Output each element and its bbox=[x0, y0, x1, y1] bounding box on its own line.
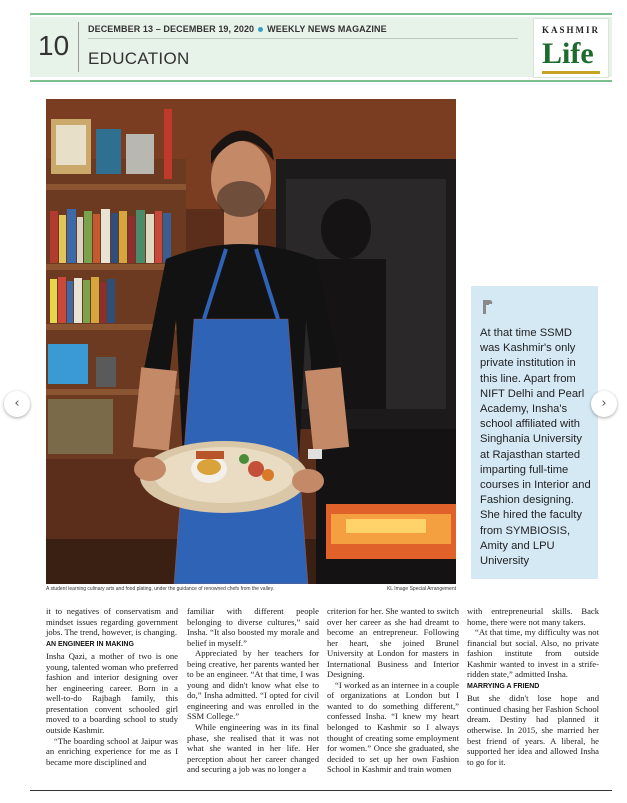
logo-main-text: Life bbox=[542, 37, 594, 70]
paragraph: “I worked as an internee in a couple of organizations at London but I wanted to do something different,” confessed Insha. “I knew my heart belonged to Kashmir so I always thought of creating some employment for women.” Once she graduated, she decided to set up her own Fashion School in Kashmir and train women bbox=[327, 679, 459, 775]
issue-dates: DECEMBER 13 – DECEMBER 19, 2020 bbox=[88, 24, 255, 34]
paragraph: with entrepreneurial skills. Back home, there were not many takers. bbox=[467, 606, 599, 627]
photo-caption bbox=[46, 586, 456, 592]
subheading-engineer: AN ENGINEER IN MAKING bbox=[46, 640, 134, 648]
paragraph: criterion for her. She wanted to switch over her career as she had dreamt to become an entrepreneur. Following her heart, she joined Brunel University at London for masters in International Business and Interior Designing. bbox=[327, 606, 459, 680]
paragraph: Insha Qazi, a mother of two is one young, talented woman who preferred fashion and interior designing over her engineering career. Born in a well-to-do Rajbagh family, this presentation convent schooled girl moved to a boarding school to study outside Kashmir. bbox=[46, 651, 178, 736]
article-column-1 bbox=[46, 606, 178, 767]
header-inner-rule bbox=[88, 38, 518, 39]
publication-type: WEEKLY NEWS MAGAZINE bbox=[267, 24, 387, 34]
quote-mark-icon bbox=[480, 298, 494, 321]
carousel-prev-button[interactable] bbox=[4, 391, 30, 417]
article-photo bbox=[46, 99, 456, 584]
header-bottom-rule bbox=[30, 80, 612, 82]
paragraph: it to negatives of conservatism and mindset issues regarding government jobs. The trend, however, is changing. bbox=[46, 606, 178, 638]
article-column-2 bbox=[187, 606, 319, 775]
paragraph: While engineering was in its final phase, she realised that it was not what she wanted in her life. Her perception about her career changed and securing a job was no longer a bbox=[187, 722, 319, 775]
header-top-rule bbox=[30, 13, 612, 15]
paragraph: familiar with different people belonging to diverse cultures,” said Insha. “It also boosted my morale and belief in myself.” bbox=[187, 606, 319, 648]
carousel-next-button[interactable] bbox=[591, 391, 617, 417]
header-divider bbox=[78, 22, 79, 72]
article-column-4 bbox=[467, 606, 599, 767]
footer-rule bbox=[30, 790, 612, 791]
chevron-right-icon: › bbox=[601, 396, 607, 411]
subheading-marrying: MARRYING A FRIEND bbox=[467, 682, 540, 690]
caption-text: A student learning culinary arts and food plating, under the guidance of renowned chefs from the valley. bbox=[46, 586, 275, 592]
section-title: EDUCATION bbox=[88, 49, 190, 68]
paragraph: Appreciated by her teachers for being creative, her parents wanted her to be an engineer. “At that time, I was young and didn't know what else to do,” Insha admitted. “I opted for civil engineering and was enrolled in the SSM College.” bbox=[187, 648, 319, 722]
issue-dates-line bbox=[88, 24, 387, 34]
logo-underline bbox=[542, 71, 600, 74]
dot-separator bbox=[258, 27, 263, 32]
chef-photo-illustration bbox=[46, 99, 456, 584]
article-column-3 bbox=[327, 606, 459, 775]
pull-quote-text: At that time SSMD was Kashmir's only private institution in this line. Apart from NIFT Delhi and Pearl Academy, Insha's school affiliated with Singhania University at Rajasthan started imparting full-time courses in Interior and Fashion designing. She hired the faculty from SYMBIOSIS, Amity and LPU University bbox=[480, 327, 591, 568]
chevron-left-icon: ‹ bbox=[14, 396, 20, 411]
paragraph: “The boarding school at Jaipur was an enriching experience for me as I became more disciplined and bbox=[46, 735, 178, 767]
paragraph: “At that time, my difficulty was not financial but social. Also, no private fashion institute from outside Kashmir wanted to invest in a strife-ridden state,” admitted Insha. bbox=[467, 627, 599, 680]
kashmir-life-logo bbox=[533, 18, 609, 78]
photo-credit: KL Image Special Arrangement bbox=[386, 586, 456, 592]
page-number: 10 bbox=[38, 30, 70, 61]
paragraph: But she didn't lose hope and continued chasing her Fashion School dream. Destiny had planned it otherwise. In 2015, she married her best friend of years. A liberal, he supported her idea and allowed Insha to go for it. bbox=[467, 693, 599, 767]
logo-top-text: KASHMIR bbox=[541, 25, 600, 35]
